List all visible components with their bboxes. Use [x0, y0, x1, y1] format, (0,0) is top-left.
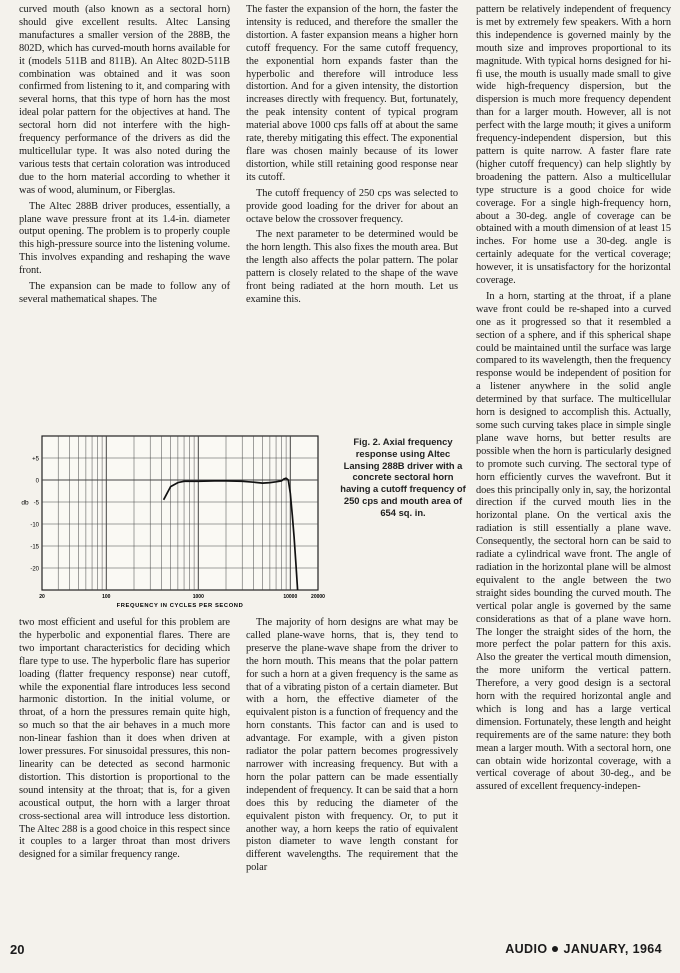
x-tick-label: 10000: [283, 594, 298, 600]
column-2-top: [246, 4, 458, 310]
paragraph: The cutoff frequency of 250 cps was selected to provide good loading for the driver for about an octave below the crossover frequency.: [246, 187, 458, 225]
y-tick-label: +5: [32, 456, 39, 463]
x-tick-label: 100: [102, 594, 111, 600]
frequency-response-chart: [14, 410, 334, 610]
column-1-bottom: [19, 617, 230, 865]
x-tick-label: 20: [39, 594, 45, 600]
paragraph: curved mouth (also known as a sectoral horn) should give excellent results. Altec Lansing manufactures a smaller version of the 288B, the 802D, which has curved-mouth horns available for it (models 511B and 811B). An Altec 802D-511B combination was obtained and it was soon confirmed from listening to it, and comparing with several horns, that this type of horn has the most ideal polar pattern for the objectives at hand. The sectoral horn did not interfere with the high-frequency performance of the drivers as did the multicellular type. It was also noted during the various tests that certain coloration was introduced due to the horn material according to whether it was of wood, aluminum, or Fiberglas.: [19, 4, 230, 196]
x-axis-label: FREQUENCY IN CYCLES PER SECOND: [116, 603, 244, 609]
plot-frame: [42, 436, 318, 590]
bullet-icon: [552, 946, 558, 952]
y-tick-label: -20: [30, 566, 39, 573]
column-2-bottom: [246, 617, 458, 878]
y-tick-label: -5: [33, 500, 39, 507]
x-tick-label: 20000: [311, 594, 325, 600]
paragraph: The next parameter to be determined would be the horn length. This also fixes the mouth area. But the length also affects the polar pattern. The polar pattern is closely related to the shape of the wave front being radiated at the horn mouth. Let us examine this.: [246, 229, 458, 305]
paragraph: The faster the expansion of the horn, the faster the intensity is reduced, and therefore the smaller the distortion. A faster expansion means a higher horn cutoff frequency. For the same cutoff frequency, the exponential horn expands faster than the hyperbolic and therefore will introduce less distortion. And for a given intensity, the distortion increases directly with frequency. But, fortunately, the peak intensity content of typical program material above 1000 cps falls off at about the same rate, thereby mitigating this effect. The exponential flare was chosen mainly because of its lower distortion, while still retaining good response near its cutoff.: [246, 4, 458, 183]
y-axis-label: db: [21, 499, 29, 507]
y-tick-label: 0: [35, 478, 39, 485]
page-number: 20: [10, 942, 25, 957]
paragraph: pattern be relatively independent of frequency is met by extremely few speakers. With a horn this independence is governed mainly by the mouth size and improves proportional to its magnitude. With typical horns designed for hi-fi use, the mouth is usually made small to give wide high-frequency dispersion, but the dispersion is much more frequency dependent than for a larger mouth. However, all is not perfect with the large mouth; it gives a uniform frequency-independent dispersion, but this pattern is quite narrow. A faster flare rate (higher cutoff frequency) can help slightly by broadening the pattern. Also a multicellular type structure is a good choice for wide coverage. For a single high-frequency horn, about a 30-deg. angle of coverage can be obtained with a mouth dimension of at least 15 inches. For home use a 30-deg. angle is certainly adequate for the vertical coverage; however, it is unsatisfactory for the horizontal coverage.: [476, 4, 671, 287]
paragraph: The Altec 288B driver produces, essentially, a plane wave pressure front at its 1.4-in. diameter output opening. The problem is to properly couple this high-pressure source into the listening volume. This involves expanding and reshaping the wave front.: [19, 200, 230, 277]
x-tick-label: 1000: [192, 594, 204, 600]
publication-footer: [505, 942, 662, 956]
figure-caption: Fig. 2. Axial frequency response using Altec Lansing 288B driver with a concrete sectoral horn having a cutoff frequency of 250 cps and mouth area of 654 sq. in.: [340, 436, 466, 518]
y-tick-label: -10: [30, 522, 39, 529]
paragraph: The majority of horn designs are what may be called plane-wave horns, that is, they tend to preserve the plane-wave shape from the driver to the horn mouth. This means that the polar pattern for such a horn at a given frequency is the same as that of a vibrating piston of a certain diameter. But with a horn, the effective diameter of the equivalent piston is a function of frequency and the horn constants. This factor can and is used to advantage. For example, with a given piston radiator the polar pattern becomes progressively narrower with increasing frequency. But with a horn the polar pattern can be made essentially independent of frequency. It can be said that a horn does this by reducing the diameter of the equivalent piston with frequency. Or, to put it another way, a horn keeps the ratio of equivalent piston diameter to wave length constant for different wavelengths. The requirement that the polar: [246, 617, 458, 874]
paragraph: In a horn, starting at the throat, if a plane wave front could be re-shaped into a curved one as it progressed so that it resembled a section of a sphere, and if this spherical shape could be maintained until the surface was large compared to its wavelength, then the frequency response would be independent of position for a listener anywhere in the solid angle determined by that surface. The multicellular horn is designed to accomplish this. Actually, some such curving takes place in simple single plane wave horns, but better results are possible when the horn is particularly designed to promote such curving. The sectoral type of horn efficiently curves the wavefront. But it does this principally only in, say, the horizontal direction if the curved mouth lies in the horizontal plane. On the vertical axis the radiation is still essentially a plane wave. Consequently, the sectoral horn can be said to radiate a cylindrical wave front. The angle of radiation in the horizontal plane will be almost equivalent to the angle between the two straight sides bounding the curved mouth. The vertical polar angle is governed by the same considerations as that of a plane wave horn. The longer the straight sides of the horn, the more perfect the polar pattern for this axis. Also the greater the vertical mouth dimension, the more uniform the vertical pattern. Therefore, a very good design is a sectoral horn with the required horizontal angle and which is long and has a large vertical dimension. Fortunately, these length and height requirements are of the same nature: they both mean a larger mouth. With a sectoral horn, one can obtain wide horizontal coverage, with a vertical coverage of about 30-deg., and be assured of excellent frequency-indepen-: [476, 290, 671, 793]
paragraph: two most efficient and useful for this problem are the hyperbolic and exponential flares. There are two important characteristics for deciding which flare type to use. The hyperbolic flare has superior loading (flatter frequency response) near cutoff, while the exponential flare introduces less second harmonic distortion. In the initial volume, or throat, of a horn the pressures remain quite high, so much so that the air behaves in a much more non-linear fashion than it does when driven at lower pressures. For sinusoidal pressures, this non-linearity can be detected as second harmonic distortion. This distortion is proportional to the sound intensity at the throat; that is, for a given acoustical output, the horn with a larger throat cross-sectional area will introduce less distortion. The Altec 288 is a good choice in this respect since it couples to a larger throat than most drivers designed for a similar frequency range.: [19, 617, 230, 861]
column-1-top: [19, 4, 230, 310]
column-3: [476, 4, 671, 797]
y-tick-label: -15: [30, 544, 39, 551]
magazine-name: AUDIO: [505, 942, 548, 956]
paragraph: The expansion can be made to follow any of several mathematical shapes. The: [19, 281, 230, 305]
issue-date: JANUARY, 1964: [563, 942, 662, 956]
